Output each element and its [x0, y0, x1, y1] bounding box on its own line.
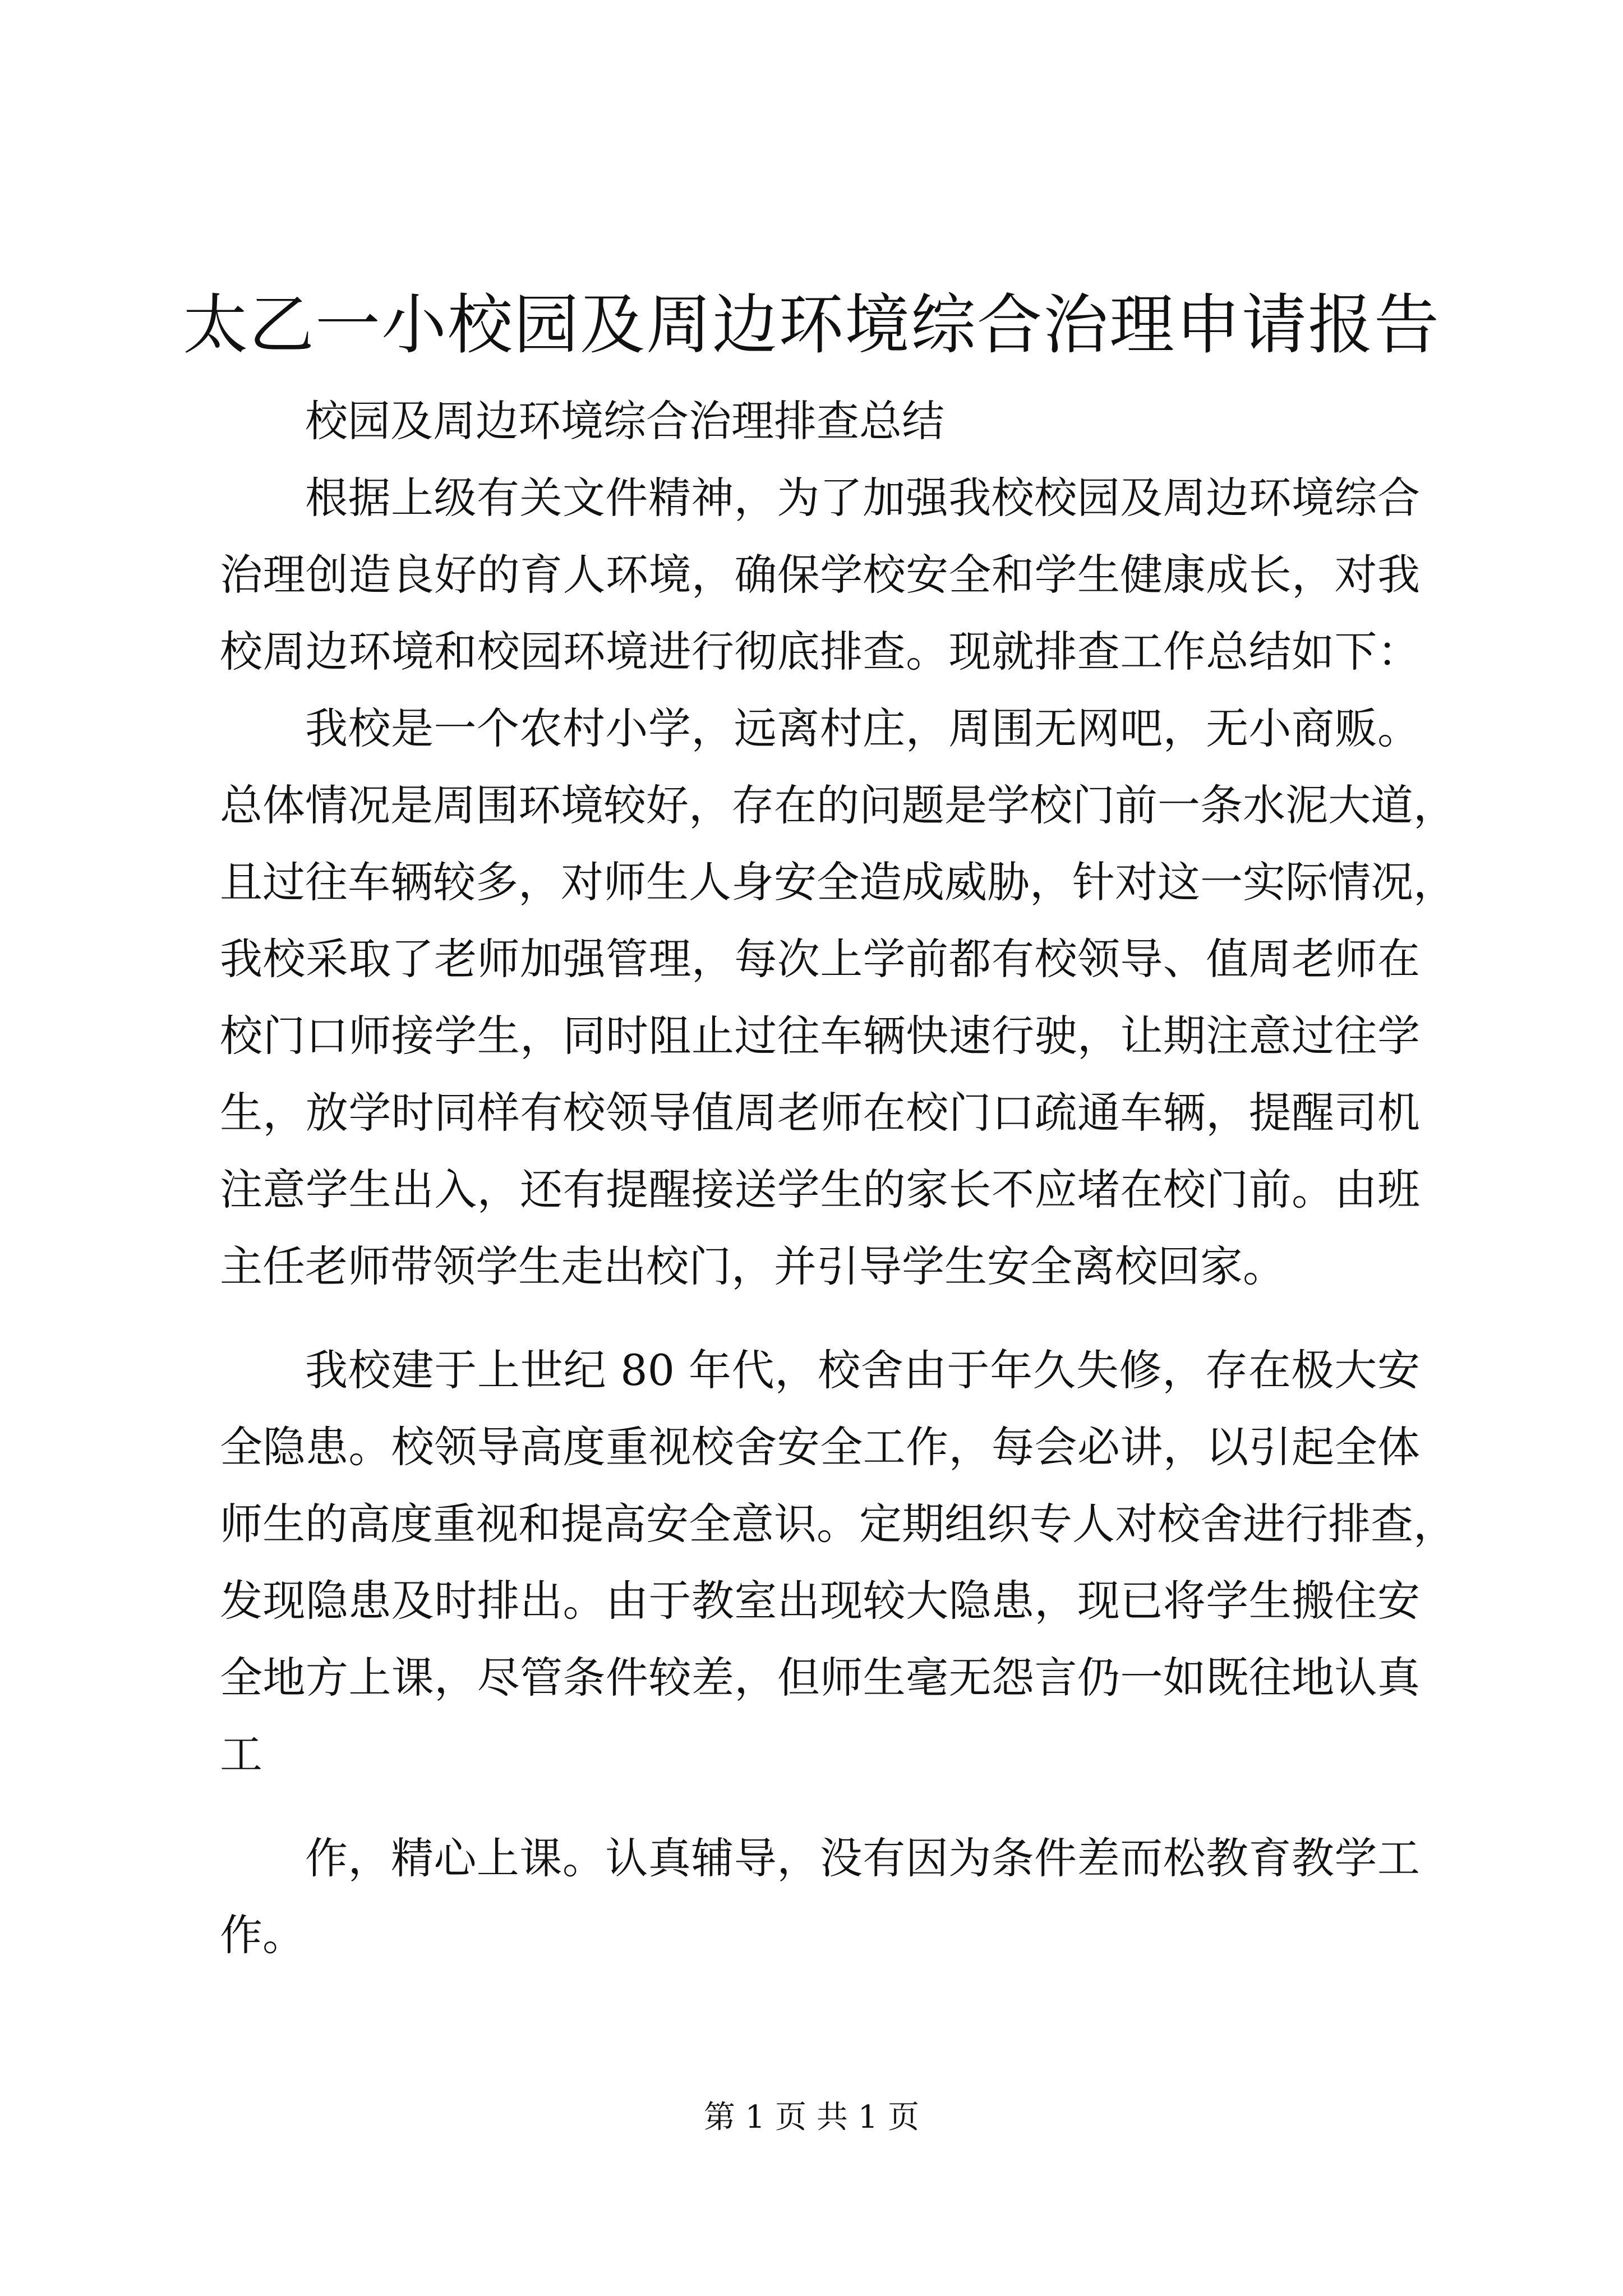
paragraph-line: 我校建于上世纪 80 年代，校舍由于年久失修，存在极大安	[305, 1345, 1420, 1395]
paragraph-line: 全隐患。校领导高度重视校舍安全工作，每会必讲，以引起全体	[220, 1422, 1420, 1472]
document-title: 太乙一小校园及周边环境综合治理申请报告	[183, 287, 1440, 363]
paragraph-line: 生，放学时同样有校领导值周老师在校门口疏通车辆，提醒司机	[220, 1088, 1420, 1138]
paragraph-line: 发现隐患及时排出。由于教室出现较大隐患，现已将学生搬住安	[220, 1576, 1420, 1626]
paragraph-line: 注意学生出入，还有提醒接送学生的家长不应堵在校门前。由班	[220, 1165, 1420, 1214]
paragraph-line: 治理创造良好的育人环境，确保学校安全和学生健康成长，对我	[220, 550, 1420, 600]
paragraph-line: 校门口师接学生，同时阻止过往车辆快速行驶，让期注意过往学	[220, 1011, 1420, 1061]
paragraph-line: 师生的高度重视和提高安全意识。定期组织专人对校舍进行排查，	[220, 1499, 1456, 1549]
paragraph-line: 作。	[220, 1910, 305, 1960]
subtitle-line: 校园及周边环境综合治理排查总结	[305, 396, 944, 446]
page-footer: 第 1 页 共 1 页	[703, 2099, 920, 2136]
document-body	[220, 383, 1456, 1973]
paragraph-line: 工	[220, 1729, 262, 1779]
paragraph-line: 我校是一个农村小学，远离村庄，周围无网吧，无小商贩。	[305, 703, 1420, 753]
paragraph-line: 总体情况是周围环境较好，存在的问题是学校门前一条水泥大道，	[220, 780, 1456, 830]
paragraph-line: 校周边环境和校园环境进行彻底排查。现就排查工作总结如下：	[220, 627, 1420, 677]
paragraph-line: 全地方上课，尽管条件较差，但师生毫无怨言仍一如既往地认真	[220, 1653, 1420, 1703]
paragraph-line: 我校采取了老师加强管理，每次上学前都有校领导、值周老师在	[220, 934, 1420, 984]
paragraph-line: 作，精心上课。认真辅导，没有因为条件差而松教育教学工	[305, 1833, 1420, 1883]
paragraph-line: 且过往车辆较多，对师生人身安全造成威胁，针对这一实际情况，	[220, 857, 1456, 907]
paragraph-line: 主任老师带领学生走出校门，并引导学生安全离校回家。	[220, 1241, 1285, 1291]
paragraph-line: 根据上级有关文件精神，为了加强我校校园及周边环境综合	[305, 473, 1420, 523]
